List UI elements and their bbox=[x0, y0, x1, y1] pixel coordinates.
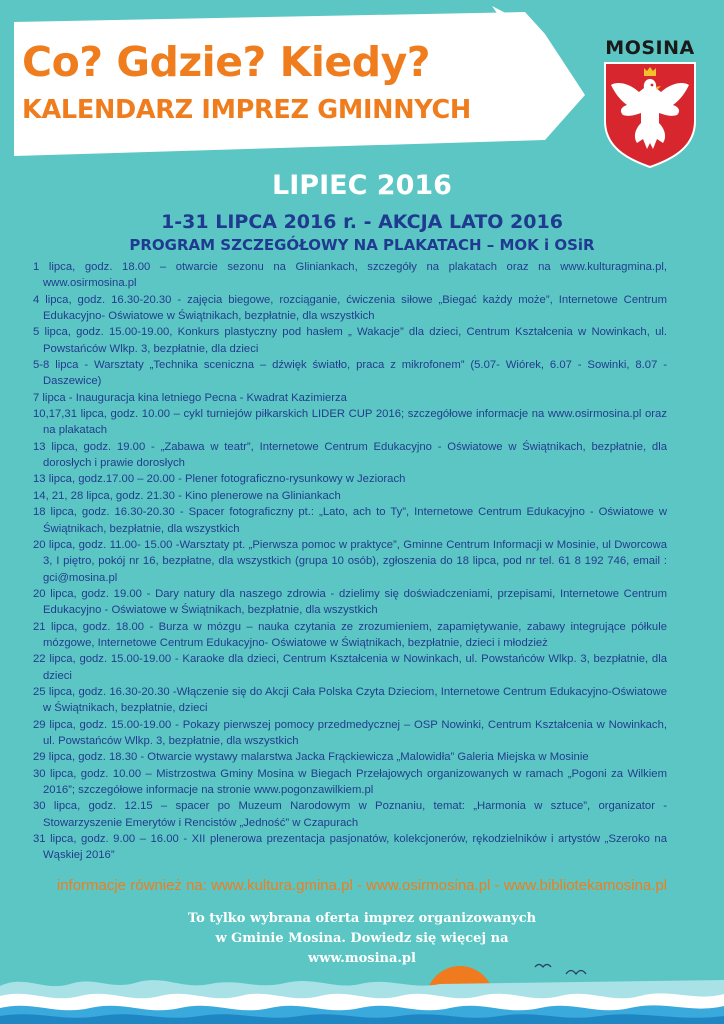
event-item: 4 lipca, godz. 16.30-20.30 - zajęcia biegowe, rozciąganie, ćwiczenia siłowe „Biegać każdy może”, Internetowe Centrum Edukacyjno- Oświatowe w Świątnikach, bezpłatnie, dla wszystkich bbox=[33, 293, 667, 323]
event-item: 30 lipca, godz. 12.15 – spacer po Muzeum Narodowym w Poznaniu, temat: „Harmonia w sztuce”, organizator - Stowarzyszenie Emerytów i Rencistów „Jedność” w Czapurach bbox=[33, 800, 667, 829]
event-item: 13 lipca, godz.17.00 – 20.00 - Plener fotograficzno-rysunkowy w Jeziorach bbox=[33, 473, 406, 486]
event-item: 29 lipca, godz. 15.00-19.00 - Pokazy pierwszej pomocy przedmedycznej – OSP Nowinki, Centrum Kształcenia w Nowinkach, ul. Powstańców Wlkp. 3, bezpłatnie, dla wszystkich bbox=[33, 718, 667, 747]
page-title: Co? Gdzie? Kiedy? bbox=[22, 38, 431, 86]
event-item: 7 lipca - Inauguracja kina letniego Pecna - Kwadrat Kazimierza bbox=[33, 391, 347, 404]
event-item: 20 lipca, godz. 11.00- 15.00 -Warsztaty pt. „Pierwsza pomoc w praktyce”, Gminne Centrum Informacji w Mosinie, ul Dworcowa 3, I piętro, pokój nr 16, bezpłatne, dla wszystkich (grupa 10 osób), zgłoszenia do 18 lipca, pod nr tel. 61 8 192 746, email : gci@mosina.pl bbox=[33, 538, 667, 584]
event-item: 29 lipca, godz. 18.30 - Otwarcie wystawy malarstwa Jacka Frąckiewicza „Malowidła” Galeria Miejska w Mosinie bbox=[33, 751, 589, 764]
event-list bbox=[33, 259, 667, 864]
event-item: 30 lipca, godz. 10.00 – Mistrzostwa Gminy Mosina w Biegach Przełajowych organizowanych w ramach „Pogoni za Wilkiem 2016”; szczegółowe informacje na stronie www.pogonzawilkiem.pl bbox=[33, 767, 667, 796]
footer-url: www.mosina.pl bbox=[308, 951, 416, 966]
waves-decoration bbox=[0, 950, 724, 1024]
footer-line-2: w Gminie Mosina. Dowiedz się więcej na bbox=[215, 931, 509, 946]
event-item: 10,17,31 lipca, godz. 10.00 – cykl turniejów piłkarskich LIDER CUP 2016; szczegółowe informacje na www.osirmosina.pl oraz na plakatach bbox=[33, 408, 667, 437]
seagull-icon bbox=[535, 965, 586, 975]
footer-line-1: To tylko wybrana oferta imprez organizowanych bbox=[187, 911, 537, 926]
month-heading: LIPIEC 2016 bbox=[272, 170, 452, 201]
event-item: 5-8 lipca - Warsztaty „Technika sceniczna – dźwięk światło, praca z mikrofonem” (5.07- Wiórek, 6.07 - Sowinki, 8.07 - Daszewice) bbox=[33, 359, 667, 388]
event-item: 13 lipca, godz. 19.00 - „Zabawa w teatr”, Internetowe Centrum Edukacyjno - Oświatowe w Świątnikach, bezpłatnie, dla dorosłych i prawie dorosłych bbox=[33, 440, 667, 470]
event-item: 1 lipca, godz. 18.00 – otwarcie sezonu na Gliniankach, szczegóły na plakatach oraz na www.kulturagmina.pl, www.osirmosina.pl bbox=[33, 261, 667, 290]
event-item: 22 lipca, godz. 15.00-19.00 - Karaoke dla dzieci, Centrum Kształcenia w Nowinkach, ul. Powstańców Wlkp. 3, bezpłatnie, dla dzieci bbox=[33, 653, 667, 682]
page-subtitle: KALENDARZ IMPREZ GMINNYCH bbox=[22, 95, 471, 125]
event-item: 25 lipca, godz. 16.30-20.30 -Włączenie się do Akcji Cała Polska Czyta Dzieciom, Internetowe Centrum Edukacyjno-Oświatowe w Świątnikach, bezpłatnie, dzieci bbox=[33, 685, 667, 715]
info-links: informacje również na: www.kultura.gmina.pl - www.osirmosina.pl - www.bibliotekamosina.pl bbox=[56, 877, 668, 894]
event-item: 20 lipca, godz. 19.00 - Dary natury dla naszego zdrowia - dzielimy się doświadczeniami, przepisami, Internetowe Centrum Edukacyjno - Oświatowe w Świątnikach, bezpłatnie, dla wszystkich bbox=[33, 587, 667, 617]
action-heading: 1-31 LIPCA 2016 r. - AKCJA LATO 2016 bbox=[161, 211, 563, 233]
event-item: 5 lipca, godz. 15.00-19.00, Konkurs plastyczny pod hasłem „ Wakacje” dla dzieci, Centrum Kształcenia w Nowinkach, ul. Powstańców Wlkp. 3, bezpłatnie, dla dzieci bbox=[33, 326, 667, 355]
event-item: 18 lipca, godz. 16.30-20.30 - Spacer fotograficzny pt.: „Lato, ach to Ty”, Internetowe Centrum Edukacyjno - Oświatowe w Świątnikach, bezpłatnie, dla wszystkich bbox=[33, 506, 667, 535]
eagle-crest-icon bbox=[601, 59, 699, 169]
event-item: 31 lipca, godz. 9.00 – 16.00 - XII plenerowa prezentacja pasjonatów, kolekcjonerów, rękodzielników i artystów „Szeroko na Wąskiej 2016” bbox=[33, 833, 667, 862]
program-heading: PROGRAM SZCZEGÓŁOWY NA PLAKATACH – MOK i OSiR bbox=[129, 236, 595, 254]
event-item: 14, 21, 28 lipca, godz. 21.30 - Kino plenerowe na Gliniankach bbox=[33, 489, 341, 502]
town-name: MOSINA bbox=[605, 37, 695, 59]
event-item: 21 lipca, godz. 18.00 - Burza w mózgu – nauka czytania ze zrozumieniem, zapamiętywanie, zabawy integrujące półkule mózgowe, Internetowe Centrum Edukacyjno- Oświatowe w Świątnikach, bezpłatnie, dzieci i młodzież bbox=[33, 620, 667, 649]
